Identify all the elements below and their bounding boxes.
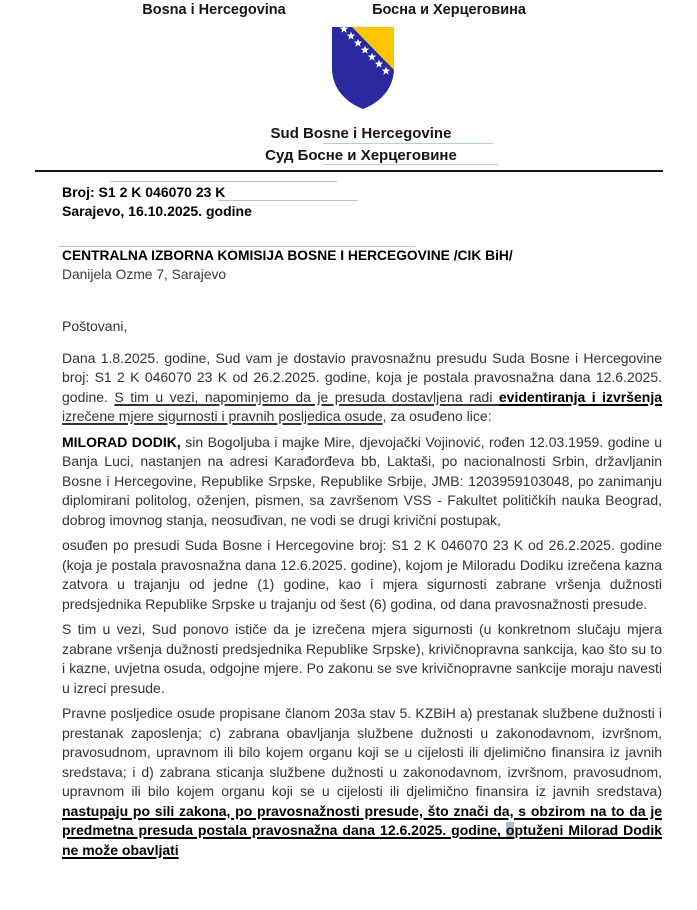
letter-paragraph-security-measure: S tim u vezi, Sud ponovo ističe da je izrečena mjera sigurnosti (u konkretnom slučaju mjera zabrane vršenja dužnosti predsjednika Republike Srpske), krivičnopravna sankcija, kao što su to i kazne, uvjetna osuda, odgojne mjere. Po zakonu se sve krivičnopravne sankcije moraju navesti u izreci presude. bbox=[62, 621, 662, 696]
coat-of-arms-bih-icon bbox=[331, 26, 395, 110]
letter-paragraph-delivery-notice: Dana 1.8.2025. godine, Sud vam je dostavio pravosnažnu presudu Suda Bosne i Hercegovine broj: S1 2 K 046070 23 K od 26.2.2025. godine, koja je postala pravosnažna dana 12.6.2025. godine. S tim u vezi, napominjemo da je presuda dostavljena radi evidentiranja i izvršenja izrečene mjere sigurnosti i pravnih posljedica osude, za osuđeno lice: bbox=[62, 349, 662, 424]
header-divider bbox=[35, 170, 663, 172]
court-name-latin: Sud Bosne i Hercegovine bbox=[270, 125, 452, 142]
case-number: Broj: S1 2 K 046070 23 K bbox=[62, 184, 226, 200]
scan-artifact-line bbox=[58, 246, 415, 247]
recipient-address: Danijela Ozme 7, Sarajevo bbox=[62, 267, 227, 282]
scan-artifact-line bbox=[323, 143, 493, 144]
letter-body bbox=[62, 317, 662, 866]
letter-paragraph-legal-consequences: Pravne posljedice osude propisane članom 203a stav 5. KZBiH a) prestanak službene dužnosti i prestanak zaposlenja; c) zabrana obavljanja službene dužnosti u zakonodavnom, izvršnom, pravosudnom, upravnom ili bilo kojem organu koji se u cijelosti ili djelimično finansira iz javnih sredstava; i d) zabrana sticanja službene dužnosti u zakonodavnom, izvršnom, pravosudnom, upravnom ili bilo kojem organu koji se u cijelosti ili djelimično finansira iz javnih sredstava) nastupaju po sili zakona, po pravosnažnosti presude, što znači da, s obzirom na to da je predmetna presuda postala pravosnažna dana 12.6.2025. godine, optuženi Milorad Dodik ne može obavljati bbox=[62, 705, 662, 858]
recipient-block bbox=[62, 248, 513, 282]
letter-paragraph-verdict: osuđen po presudi Suda Bosne i Hercegovine broj: S1 2 K 046070 23 K od 26.2.2025. godine (koja je postala pravosnažna dana 12.6.2025. godine), kojom je Miloradu Dodiku izrečena kazna zatvora u trajanju od jedne (1) godine, kao i mjera sigurnosti zabrane vršenja dužnosti predsjednika Republike Srpske u trajanju od šest (6) godina, od dana pravosnažnosti presude. bbox=[62, 537, 662, 612]
country-name-latin: Bosna i Hercegovina bbox=[142, 2, 286, 18]
recipient-name: CENTRALNA IZBORNA KOMISIJA BOSNE I HERCEGOVINE /CIK BiH/ bbox=[62, 248, 513, 263]
court-name-cyrillic: Суд Босне и Херцеговине bbox=[265, 147, 457, 164]
salutation: Poštovani, bbox=[62, 318, 128, 334]
case-meta bbox=[62, 183, 252, 220]
country-name-cyrillic: Босна и Херцеговина bbox=[372, 2, 526, 18]
scan-artifact-line bbox=[110, 181, 337, 182]
letter-paragraph-convicted-person: MILORAD DODIK, sin Bogoljuba i majke Mire, djevojački Vojinović, rođen 12.03.1959. godine u Banja Luci, nastanjen na adresi Karađorđeva bb, Laktaši, po nacionalnosti Srbin, državljanin Bosne i Hercegovine, Republike Srpske, Republike Srbije, JMB: 1203959103048, po zanimanju diplomirani politolog, oženjen, pismen, sa završenom VSS - Fakultet političkih nauka Beograd, dobrog imovnog stanja, neosuđivan, ne vodi se drugi krivični postupak, bbox=[62, 433, 662, 528]
scan-artifact-line bbox=[323, 164, 499, 165]
place-date: Sarajevo, 16.10.2025. godine bbox=[62, 202, 252, 219]
